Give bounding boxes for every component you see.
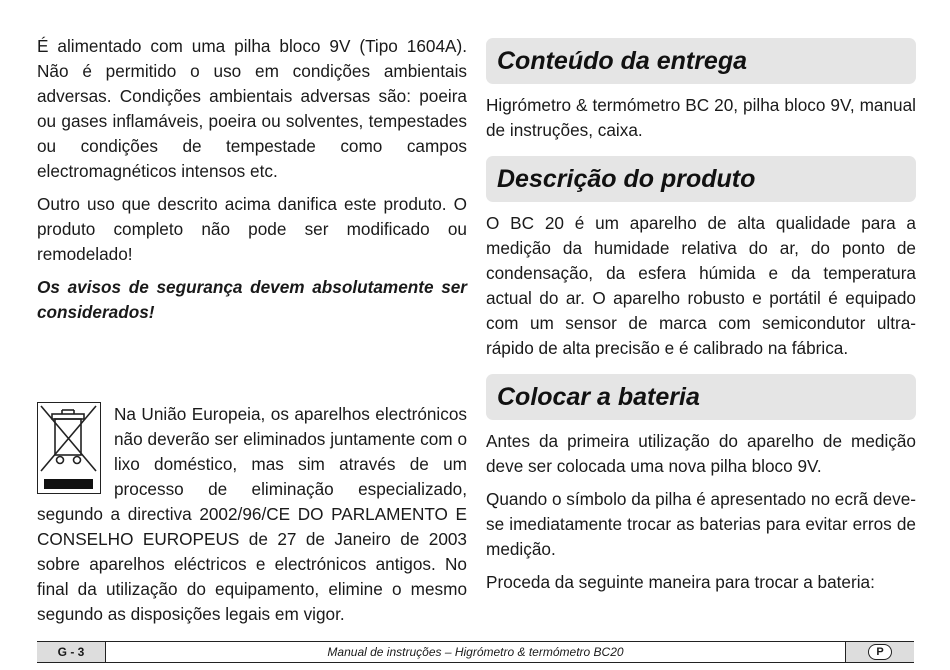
battery-text-2: Quando o símbolo da pilha é apresentado no ecrã deve-se imediatamente trocar as baterias para evitar erros de medição. xyxy=(486,489,916,559)
footer-title: Manual de instruções – Higrómetro & termómetro BC20 xyxy=(327,645,624,659)
right-column xyxy=(486,38,916,595)
weee-disposal-notice xyxy=(37,402,467,627)
crossed-out-wheelie-bin-icon xyxy=(37,402,101,494)
language-indicator xyxy=(845,642,914,662)
intro-paragraph: É alimentado com uma pilha bloco 9V (Tipo 1604A). Não é permitido o uso em condições ambientais adversas. Condições ambientais adversas são: poeira ou gases inflamáveis, poeira ou solventes, tempestades ou condições de tempestade como campos electromagnéticos intensos etc. xyxy=(37,36,467,181)
heading-delivery-contents: Conteúdo da entrega xyxy=(486,38,916,84)
battery-text-3: Proceda da seguinte maneira para trocar a bateria: xyxy=(486,572,875,592)
product-description-text: O BC 20 é um aparelho de alta qualidade para a medição da humidade relativa do ar, do ponto de condensação, da esfera húmida e da temperatura actual do ar. O aparelho robusto e portátil é equipado com um sensor de marca com semicondutor ultra-rápido de alta precisão e é calibrado na fábrica. xyxy=(486,213,916,358)
left-column xyxy=(37,34,467,325)
delivery-contents-text: Higrómetro & termómetro BC 20, pilha bloco 9V, manual de instruções, caixa. xyxy=(486,95,916,140)
heading-product-description: Descrição do produto xyxy=(486,156,916,202)
battery-text-1: Antes da primeira utilização do aparelho de medição deve ser colocada uma nova pilha bloco 9V. xyxy=(486,431,916,476)
heading-insert-battery: Colocar a bateria xyxy=(486,374,916,420)
safety-warning: Os avisos de segurança devem absolutamente ser considerados! xyxy=(37,277,467,322)
page-number: G - 3 xyxy=(37,642,106,662)
language-badge: P xyxy=(868,644,892,660)
weee-text: Na União Europeia, os aparelhos electrónicos não deverão ser eliminados juntamente com o lixo doméstico, mas sim através de um processo de eliminação especializado, segundo a directiva 2002/96/CE DO PARLAMENTO E CONSELHO EUROPEUS de 27 de Janeiro de 2003 sobre aparelhos eléctricos e electrónicos antigos. No final da utilização do equipamento, elimine o mesmo segundo as disposições legais em vigor. xyxy=(37,404,467,624)
page-footer xyxy=(37,641,914,663)
modification-paragraph: Outro uso que descrito acima danifica este produto. O produto completo não pode ser modificado ou remodelado! xyxy=(37,194,467,264)
